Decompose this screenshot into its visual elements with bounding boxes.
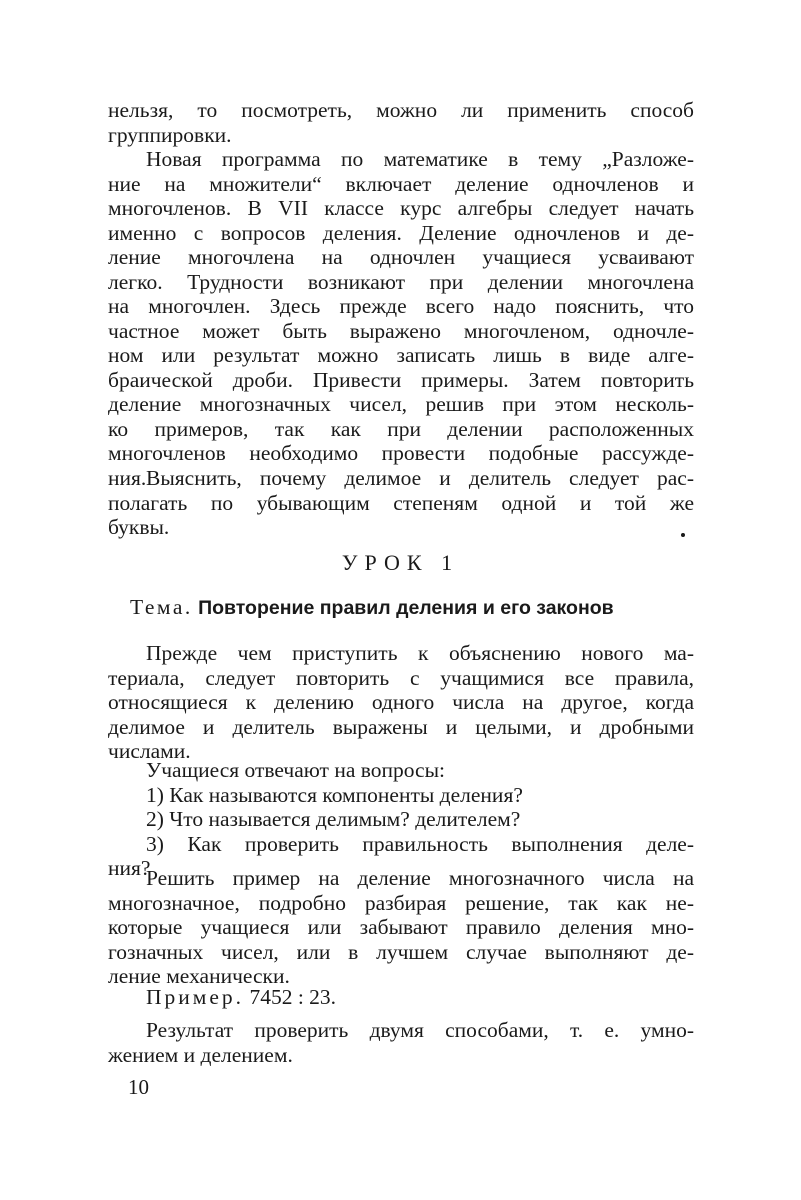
text-line: ление механически. [108,964,290,988]
intro-paragraph [108,98,694,147]
question-item: 3) Как проверить правильность выполнения деле- [146,831,694,856]
text-line: ко примеров, так как при делении расположенных [108,416,694,441]
text-line: группировки. [108,122,232,147]
example-label: Пример. [146,985,245,1009]
question-item: 1) Как называются компоненты деления? [146,782,523,807]
text-line: относящиеся к делению одного числа на другое, когда [108,690,694,714]
review-paragraph [108,641,694,764]
text-line: буквы. [108,515,170,539]
text-line: полагать по убывающим степеням одной и той же [108,490,694,515]
text-line: именно с вопросов деления. Деление одночленов и де- [108,220,694,245]
text-line: жением и делением. [108,1042,293,1067]
program-paragraph [108,147,694,490]
check-paragraph [108,1018,694,1067]
topic-label: Тема. [130,595,193,619]
text-line: которые учащиеся или забывают правило деления мно- [108,915,694,939]
text-line: многочленов необходимо провести подобные рассужде- [108,441,694,465]
questions-block [108,758,694,881]
example-line [108,985,694,1010]
question-item: ния? [108,856,151,880]
text-line: числами. [108,739,191,763]
topic-heading [130,595,614,620]
text-line: делимое и делитель выражены и целыми, и дробными [108,714,694,739]
text-line: Результат проверить двумя способами, т. е. умно- [146,1018,694,1042]
question-item: 2) Что называется делимым? делителем? [146,807,521,831]
exercise-paragraph [108,866,694,989]
print-mark [681,533,685,537]
text-line: ния. [108,465,147,490]
text-line: легко. Трудности возникают при делении многочлена [108,269,694,294]
text-line: Прежде чем приступить к объяснению нового ма- [146,641,694,665]
text-line: многозначное, подробно разбирая решение, так как не- [108,890,694,915]
questions-intro: Учащиеся отвечают на вопросы: [146,758,446,782]
text-line: ление многочлена на одночлен учащиеся усваивают [108,245,694,269]
topic-title: Повторение правил деления и его законов [198,597,614,619]
page-number: 10 [128,1075,149,1099]
text-line: териала, следует повторить с учащимися все правила, [108,665,694,690]
text-line: ние на множители“ включает деление одночленов и [108,171,694,196]
text-line: Новая программа по математике в тему „Разложе- [146,147,694,171]
lesson-heading: УРОК 1 [341,550,460,575]
text-line: частное может быть выражено многочленом, одночле- [108,318,694,343]
example-value: 7452 : 23. [249,985,337,1009]
text-line: на многочлен. Здесь прежде всего надо пояснить, что [108,294,694,318]
text-line: браической дроби. Привести примеры. Затем повторить [108,367,694,392]
text-line: Выяснить, почему делимое и делитель следует рас- [146,466,694,490]
text-line: гозначных чисел, или в лучшем случае выполняют де- [108,939,694,964]
text-line: нельзя, то посмотреть, можно ли применить способ [108,98,694,122]
order-paragraph [108,466,694,540]
text-line: многочленов. В VII классе курс алгебры следует начать [108,196,694,220]
example [108,985,694,1010]
text-line: деление многозначных чисел, решив при этом несколь- [108,392,694,416]
text-line: Решить пример на деление многозначного числа на [146,866,694,890]
text-line: ном или результат можно записать лишь в виде алге- [108,343,694,367]
